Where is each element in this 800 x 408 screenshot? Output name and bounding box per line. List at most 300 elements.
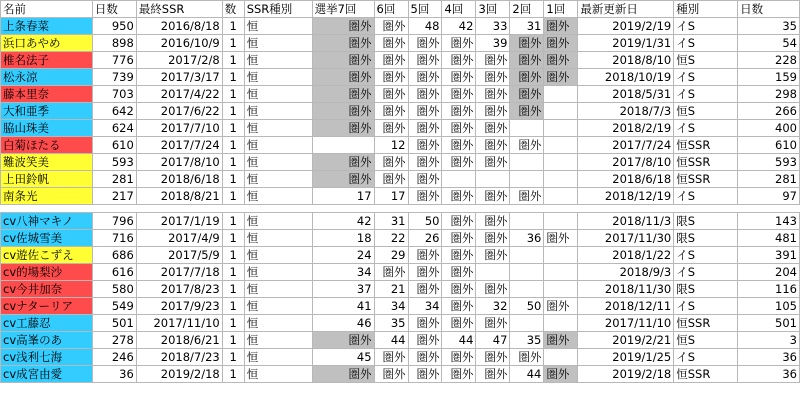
election2-cell[interactable]: 圏外 — [510, 35, 544, 52]
election1-cell[interactable]: 圏外 — [544, 366, 578, 383]
election7-cell[interactable]: 圏外 — [312, 52, 374, 69]
days2-cell[interactable]: 36 — [738, 366, 800, 383]
election2-cell[interactable]: 圏外 — [510, 52, 544, 69]
election7-cell[interactable]: 圏外 — [312, 86, 374, 103]
election6-cell[interactable]: 圏外 — [374, 86, 408, 103]
count-cell[interactable]: 1 — [222, 349, 244, 366]
election6-cell[interactable]: 21 — [374, 281, 408, 298]
days-cell[interactable]: 593 — [92, 154, 136, 171]
count-cell[interactable]: 1 — [222, 298, 244, 315]
election1-cell[interactable]: 圏外 — [544, 69, 578, 86]
days2-cell[interactable]: 54 — [738, 35, 800, 52]
election2-cell[interactable] — [510, 264, 544, 281]
election5-cell[interactable]: 圏外 — [408, 120, 442, 137]
latest-update-cell[interactable]: 2018/10/19 — [578, 69, 674, 86]
election7-cell[interactable]: 18 — [312, 230, 374, 247]
days-cell[interactable]: 36 — [92, 366, 136, 383]
election5-cell[interactable]: 圏外 — [408, 332, 442, 349]
election6-cell[interactable]: 圏外 — [374, 35, 408, 52]
last-ssr-cell[interactable]: 2017/6/22 — [136, 103, 222, 120]
election2-cell[interactable] — [510, 120, 544, 137]
election4-cell[interactable]: 圏外 — [442, 86, 476, 103]
election1-cell[interactable] — [544, 171, 578, 188]
election7-cell[interactable]: 42 — [312, 213, 374, 230]
count-cell[interactable]: 1 — [222, 120, 244, 137]
last-ssr-cell[interactable]: 2017/8/23 — [136, 281, 222, 298]
election3-cell[interactable] — [476, 171, 510, 188]
latest-update-cell[interactable]: 2017/11/10 — [578, 315, 674, 332]
election1-cell[interactable] — [544, 188, 578, 205]
count-cell[interactable]: 1 — [222, 247, 244, 264]
name-cell[interactable]: cv成宮由愛 — [1, 366, 93, 383]
name-cell[interactable]: 藤本里奈 — [1, 86, 93, 103]
kind-cell[interactable]: 限S — [674, 213, 738, 230]
election7-cell[interactable]: 24 — [312, 247, 374, 264]
election1-cell[interactable] — [544, 281, 578, 298]
election5-cell[interactable]: 圏外 — [408, 103, 442, 120]
ssr-type-cell[interactable]: 恒 — [244, 35, 312, 52]
count-cell[interactable]: 1 — [222, 69, 244, 86]
election1-cell[interactable] — [544, 103, 578, 120]
days2-cell[interactable]: 610 — [738, 137, 800, 154]
election4-cell[interactable]: 圏外 — [442, 154, 476, 171]
last-ssr-cell[interactable]: 2017/7/18 — [136, 264, 222, 281]
name-cell[interactable]: cv浅利七海 — [1, 349, 93, 366]
election5-cell[interactable]: 圏外 — [408, 69, 442, 86]
election1-cell[interactable]: 圏外 — [544, 230, 578, 247]
name-cell[interactable]: 松永涼 — [1, 69, 93, 86]
ssr-type-cell[interactable]: 恒 — [244, 281, 312, 298]
name-cell[interactable]: cv的場梨沙 — [1, 264, 93, 281]
count-cell[interactable]: 1 — [222, 171, 244, 188]
ssr-type-cell[interactable]: 恒 — [244, 332, 312, 349]
election2-cell[interactable] — [510, 154, 544, 171]
days-cell[interactable]: 580 — [92, 281, 136, 298]
election4-cell[interactable]: 圏外 — [442, 247, 476, 264]
election1-cell[interactable]: 圏外 — [544, 298, 578, 315]
election1-cell[interactable]: 圏外 — [544, 35, 578, 52]
name-cell[interactable]: 難波笑美 — [1, 154, 93, 171]
election1-cell[interactable]: 圏外 — [544, 18, 578, 35]
header-days[interactable]: 日数 — [92, 1, 136, 18]
last-ssr-cell[interactable]: 2017/4/9 — [136, 230, 222, 247]
days-cell[interactable]: 796 — [92, 213, 136, 230]
election3-cell[interactable]: 圏外 — [476, 188, 510, 205]
election3-cell[interactable]: 圏外 — [476, 69, 510, 86]
latest-update-cell[interactable]: 2019/1/31 — [578, 35, 674, 52]
election6-cell[interactable]: 35 — [374, 315, 408, 332]
election3-cell[interactable]: 圏外 — [476, 366, 510, 383]
election5-cell[interactable]: 圏外 — [408, 315, 442, 332]
latest-update-cell[interactable]: 2019/1/25 — [578, 349, 674, 366]
count-cell[interactable]: 1 — [222, 137, 244, 154]
election6-cell[interactable]: 29 — [374, 247, 408, 264]
election1-cell[interactable]: 圏外 — [544, 332, 578, 349]
election5-cell[interactable]: 圏外 — [408, 349, 442, 366]
election7-cell[interactable]: 圏外 — [312, 103, 374, 120]
kind-cell[interactable]: 恒SSR — [674, 366, 738, 383]
kind-cell[interactable]: 恒SSR — [674, 315, 738, 332]
days2-cell[interactable]: 36 — [738, 349, 800, 366]
election7-cell[interactable]: 圏外 — [312, 332, 374, 349]
election3-cell[interactable]: 圏外 — [476, 120, 510, 137]
election4-cell[interactable]: 圏外 — [442, 230, 476, 247]
election2-cell[interactable] — [510, 171, 544, 188]
election6-cell[interactable]: 圏外 — [374, 264, 408, 281]
header-days2[interactable]: 日数 — [738, 1, 800, 18]
election1-cell[interactable] — [544, 247, 578, 264]
count-cell[interactable]: 1 — [222, 281, 244, 298]
last-ssr-cell[interactable]: 2019/2/18 — [136, 366, 222, 383]
count-cell[interactable]: 1 — [222, 18, 244, 35]
ssr-type-cell[interactable]: 恒 — [244, 247, 312, 264]
election7-cell[interactable]: 46 — [312, 315, 374, 332]
days2-cell[interactable]: 501 — [738, 315, 800, 332]
count-cell[interactable]: 1 — [222, 188, 244, 205]
election5-cell[interactable]: 圏外 — [408, 171, 442, 188]
last-ssr-cell[interactable]: 2018/6/21 — [136, 332, 222, 349]
election3-cell[interactable]: 圏外 — [476, 315, 510, 332]
name-cell[interactable]: cv八神マキノ — [1, 213, 93, 230]
election6-cell[interactable]: 圏外 — [374, 69, 408, 86]
latest-update-cell[interactable]: 2018/7/3 — [578, 103, 674, 120]
count-cell[interactable]: 1 — [222, 103, 244, 120]
election6-cell[interactable]: 17 — [374, 188, 408, 205]
election5-cell[interactable]: 圏外 — [408, 247, 442, 264]
ssr-type-cell[interactable]: 恒 — [244, 298, 312, 315]
election4-cell[interactable]: 42 — [442, 18, 476, 35]
election4-cell[interactable]: 圏外 — [442, 281, 476, 298]
latest-update-cell[interactable]: 2017/7/24 — [578, 137, 674, 154]
name-cell[interactable]: 南条光 — [1, 188, 93, 205]
days-cell[interactable]: 950 — [92, 18, 136, 35]
header-latest-update[interactable]: 最新更新日 — [578, 1, 674, 18]
last-ssr-cell[interactable]: 2017/7/10 — [136, 120, 222, 137]
kind-cell[interactable]: イS — [674, 18, 738, 35]
election7-cell[interactable]: 圏外 — [312, 154, 374, 171]
election2-cell[interactable]: 44 — [510, 366, 544, 383]
name-cell[interactable]: 白菊ほたる — [1, 137, 93, 154]
latest-update-cell[interactable]: 2017/11/30 — [578, 230, 674, 247]
election4-cell[interactable]: 圏外 — [442, 103, 476, 120]
kind-cell[interactable]: 限S — [674, 230, 738, 247]
last-ssr-cell[interactable]: 2017/7/24 — [136, 137, 222, 154]
election3-cell[interactable]: 圏外 — [476, 137, 510, 154]
kind-cell[interactable]: イS — [674, 264, 738, 281]
last-ssr-cell[interactable]: 2018/8/21 — [136, 188, 222, 205]
election4-cell[interactable]: 圏外 — [442, 137, 476, 154]
last-ssr-cell[interactable]: 2016/8/18 — [136, 18, 222, 35]
kind-cell[interactable]: 恒SSR — [674, 171, 738, 188]
election7-cell[interactable]: 45 — [312, 349, 374, 366]
election2-cell[interactable]: 50 — [510, 298, 544, 315]
ssr-type-cell[interactable]: 恒 — [244, 188, 312, 205]
election6-cell[interactable]: 圏外 — [374, 52, 408, 69]
days2-cell[interactable]: 143 — [738, 213, 800, 230]
count-cell[interactable]: 1 — [222, 35, 244, 52]
latest-update-cell[interactable]: 2018/5/31 — [578, 86, 674, 103]
days-cell[interactable]: 501 — [92, 315, 136, 332]
election4-cell[interactable]: 圏外 — [442, 120, 476, 137]
election2-cell[interactable]: 35 — [510, 332, 544, 349]
election4-cell[interactable]: 44 — [442, 332, 476, 349]
election4-cell[interactable]: 圏外 — [442, 69, 476, 86]
election6-cell[interactable]: 22 — [374, 230, 408, 247]
days2-cell[interactable]: 593 — [738, 154, 800, 171]
election3-cell[interactable]: 圏外 — [476, 247, 510, 264]
election5-cell[interactable]: 圏外 — [408, 52, 442, 69]
days-cell[interactable]: 624 — [92, 120, 136, 137]
name-cell[interactable]: cv高峯のあ — [1, 332, 93, 349]
last-ssr-cell[interactable]: 2017/3/17 — [136, 69, 222, 86]
election3-cell[interactable]: 圏外 — [476, 349, 510, 366]
election1-cell[interactable] — [544, 86, 578, 103]
count-cell[interactable]: 1 — [222, 86, 244, 103]
election2-cell[interactable]: 圏外 — [510, 137, 544, 154]
days2-cell[interactable]: 35 — [738, 18, 800, 35]
election5-cell[interactable]: 圏外 — [408, 281, 442, 298]
name-cell[interactable]: 脇山珠美 — [1, 120, 93, 137]
kind-cell[interactable]: イS — [674, 247, 738, 264]
ssr-type-cell[interactable]: 恒 — [244, 366, 312, 383]
kind-cell[interactable]: 恒S — [674, 332, 738, 349]
election2-cell[interactable] — [510, 247, 544, 264]
ssr-type-cell[interactable]: 恒 — [244, 120, 312, 137]
header-ssr-type[interactable]: SSR種別 — [244, 1, 312, 18]
ssr-type-cell[interactable]: 恒 — [244, 137, 312, 154]
name-cell[interactable]: cvナターリア — [1, 298, 93, 315]
days2-cell[interactable]: 116 — [738, 281, 800, 298]
last-ssr-cell[interactable]: 2017/5/9 — [136, 247, 222, 264]
ssr-type-cell[interactable]: 恒 — [244, 18, 312, 35]
latest-update-cell[interactable]: 2018/8/10 — [578, 52, 674, 69]
election5-cell[interactable]: 圏外 — [408, 188, 442, 205]
count-cell[interactable]: 1 — [222, 332, 244, 349]
election3-cell[interactable]: 圏外 — [476, 103, 510, 120]
header-election2[interactable]: 2回 — [510, 1, 544, 18]
kind-cell[interactable]: イS — [674, 188, 738, 205]
election6-cell[interactable]: 圏外 — [374, 171, 408, 188]
election2-cell[interactable]: 36 — [510, 230, 544, 247]
count-cell[interactable]: 1 — [222, 230, 244, 247]
days-cell[interactable]: 642 — [92, 103, 136, 120]
election2-cell[interactable] — [510, 213, 544, 230]
count-cell[interactable]: 1 — [222, 366, 244, 383]
days2-cell[interactable]: 228 — [738, 52, 800, 69]
latest-update-cell[interactable]: 2019/2/21 — [578, 332, 674, 349]
days2-cell[interactable]: 97 — [738, 188, 800, 205]
election7-cell[interactable]: 37 — [312, 281, 374, 298]
election7-cell[interactable]: 圏外 — [312, 120, 374, 137]
days2-cell[interactable]: 159 — [738, 69, 800, 86]
latest-update-cell[interactable]: 2018/9/3 — [578, 264, 674, 281]
election5-cell[interactable]: 圏外 — [408, 154, 442, 171]
election6-cell[interactable]: 圏外 — [374, 349, 408, 366]
election6-cell[interactable]: 12 — [374, 137, 408, 154]
days2-cell[interactable]: 400 — [738, 120, 800, 137]
count-cell[interactable]: 1 — [222, 264, 244, 281]
election3-cell[interactable] — [476, 264, 510, 281]
election3-cell[interactable]: 圏外 — [476, 154, 510, 171]
election6-cell[interactable]: 44 — [374, 332, 408, 349]
election4-cell[interactable] — [442, 171, 476, 188]
election7-cell[interactable]: 34 — [312, 264, 374, 281]
election5-cell[interactable]: 圏外 — [408, 137, 442, 154]
election5-cell[interactable]: 圏外 — [408, 86, 442, 103]
ssr-type-cell[interactable]: 恒 — [244, 349, 312, 366]
election7-cell[interactable] — [312, 137, 374, 154]
header-count[interactable]: 数 — [222, 1, 244, 18]
election3-cell[interactable]: 圏外 — [476, 52, 510, 69]
latest-update-cell[interactable]: 2018/11/3 — [578, 213, 674, 230]
election5-cell[interactable]: 48 — [408, 18, 442, 35]
kind-cell[interactable]: 限S — [674, 281, 738, 298]
election3-cell[interactable]: 圏外 — [476, 213, 510, 230]
days-cell[interactable]: 776 — [92, 52, 136, 69]
latest-update-cell[interactable]: 2018/2/19 — [578, 120, 674, 137]
last-ssr-cell[interactable]: 2017/8/10 — [136, 154, 222, 171]
days-cell[interactable]: 549 — [92, 298, 136, 315]
election2-cell[interactable]: 圏外 — [510, 188, 544, 205]
election4-cell[interactable]: 圏外 — [442, 298, 476, 315]
election7-cell[interactable]: 41 — [312, 298, 374, 315]
kind-cell[interactable]: イS — [674, 69, 738, 86]
election6-cell[interactable]: 圏外 — [374, 103, 408, 120]
name-cell[interactable]: 上田鈴帆 — [1, 171, 93, 188]
election1-cell[interactable]: 圏外 — [544, 52, 578, 69]
ssr-type-cell[interactable]: 恒 — [244, 315, 312, 332]
kind-cell[interactable]: イS — [674, 35, 738, 52]
election3-cell[interactable]: 47 — [476, 332, 510, 349]
election4-cell[interactable]: 圏外 — [442, 349, 476, 366]
days2-cell[interactable]: 281 — [738, 171, 800, 188]
election3-cell[interactable]: 39 — [476, 35, 510, 52]
latest-update-cell[interactable]: 2018/6/18 — [578, 171, 674, 188]
ssr-type-cell[interactable]: 恒 — [244, 103, 312, 120]
ssr-type-cell[interactable]: 恒 — [244, 86, 312, 103]
election1-cell[interactable] — [544, 120, 578, 137]
header-election1[interactable]: 1回 — [544, 1, 578, 18]
last-ssr-cell[interactable]: 2018/6/18 — [136, 171, 222, 188]
election5-cell[interactable]: 34 — [408, 298, 442, 315]
election7-cell[interactable]: 17 — [312, 188, 374, 205]
name-cell[interactable]: cv佐城雪美 — [1, 230, 93, 247]
ssr-type-cell[interactable]: 恒 — [244, 171, 312, 188]
election7-cell[interactable]: 圏外 — [312, 18, 374, 35]
election7-cell[interactable]: 圏外 — [312, 171, 374, 188]
count-cell[interactable]: 1 — [222, 315, 244, 332]
election1-cell[interactable] — [544, 213, 578, 230]
kind-cell[interactable]: イS — [674, 86, 738, 103]
latest-update-cell[interactable]: 2017/8/10 — [578, 154, 674, 171]
name-cell[interactable]: 浜口あやめ — [1, 35, 93, 52]
election2-cell[interactable]: 31 — [510, 18, 544, 35]
election2-cell[interactable]: 圏外 — [510, 103, 544, 120]
election7-cell[interactable]: 圏外 — [312, 366, 374, 383]
days2-cell[interactable]: 204 — [738, 264, 800, 281]
ssr-type-cell[interactable]: 恒 — [244, 264, 312, 281]
kind-cell[interactable]: イS — [674, 298, 738, 315]
days2-cell[interactable]: 105 — [738, 298, 800, 315]
election2-cell[interactable]: 圏外 — [510, 349, 544, 366]
days-cell[interactable]: 616 — [92, 264, 136, 281]
latest-update-cell[interactable]: 2019/2/18 — [578, 366, 674, 383]
election5-cell[interactable]: 圏外 — [408, 366, 442, 383]
kind-cell[interactable]: 恒S — [674, 103, 738, 120]
election1-cell[interactable] — [544, 264, 578, 281]
election4-cell[interactable]: 圏外 — [442, 188, 476, 205]
header-election6[interactable]: 6回 — [374, 1, 408, 18]
election3-cell[interactable]: 圏外 — [476, 230, 510, 247]
days-cell[interactable]: 686 — [92, 247, 136, 264]
days-cell[interactable]: 246 — [92, 349, 136, 366]
election2-cell[interactable] — [510, 315, 544, 332]
ssr-type-cell[interactable]: 恒 — [244, 52, 312, 69]
election4-cell[interactable]: 圏外 — [442, 213, 476, 230]
header-election3[interactable]: 3回 — [476, 1, 510, 18]
election3-cell[interactable]: 圏外 — [476, 281, 510, 298]
days2-cell[interactable]: 3 — [738, 332, 800, 349]
days-cell[interactable]: 716 — [92, 230, 136, 247]
name-cell[interactable]: 大和亜季 — [1, 103, 93, 120]
election1-cell[interactable] — [544, 349, 578, 366]
election6-cell[interactable]: 圏外 — [374, 366, 408, 383]
kind-cell[interactable]: イS — [674, 120, 738, 137]
last-ssr-cell[interactable]: 2017/1/19 — [136, 213, 222, 230]
last-ssr-cell[interactable]: 2017/4/22 — [136, 86, 222, 103]
name-cell[interactable]: cv今井加奈 — [1, 281, 93, 298]
election1-cell[interactable] — [544, 315, 578, 332]
election3-cell[interactable]: 32 — [476, 298, 510, 315]
election6-cell[interactable]: 圏外 — [374, 18, 408, 35]
election4-cell[interactable]: 圏外 — [442, 315, 476, 332]
latest-update-cell[interactable]: 2018/12/19 — [578, 188, 674, 205]
header-election4[interactable]: 4回 — [442, 1, 476, 18]
days-cell[interactable]: 898 — [92, 35, 136, 52]
name-cell[interactable]: cv遊佐こずえ — [1, 247, 93, 264]
latest-update-cell[interactable]: 2018/12/11 — [578, 298, 674, 315]
election2-cell[interactable] — [510, 281, 544, 298]
election5-cell[interactable]: 圏外 — [408, 264, 442, 281]
count-cell[interactable]: 1 — [222, 52, 244, 69]
election7-cell[interactable]: 圏外 — [312, 35, 374, 52]
election2-cell[interactable]: 圏外 — [510, 69, 544, 86]
days-cell[interactable]: 703 — [92, 86, 136, 103]
name-cell[interactable]: 上条春菜 — [1, 18, 93, 35]
days2-cell[interactable]: 391 — [738, 247, 800, 264]
kind-cell[interactable]: 恒S — [674, 52, 738, 69]
days-cell[interactable]: 281 — [92, 171, 136, 188]
days-cell[interactable]: 278 — [92, 332, 136, 349]
election6-cell[interactable]: 圏外 — [374, 154, 408, 171]
last-ssr-cell[interactable]: 2017/11/10 — [136, 315, 222, 332]
name-cell[interactable]: cv工藤忍 — [1, 315, 93, 332]
election6-cell[interactable]: 34 — [374, 298, 408, 315]
election1-cell[interactable] — [544, 154, 578, 171]
election4-cell[interactable]: 圏外 — [442, 35, 476, 52]
days-cell[interactable]: 610 — [92, 137, 136, 154]
kind-cell[interactable]: 恒SSR — [674, 137, 738, 154]
election4-cell[interactable]: 圏外 — [442, 52, 476, 69]
last-ssr-cell[interactable]: 2018/7/23 — [136, 349, 222, 366]
kind-cell[interactable]: イS — [674, 349, 738, 366]
header-election5[interactable]: 5回 — [408, 1, 442, 18]
name-cell[interactable]: 椎名法子 — [1, 52, 93, 69]
election4-cell[interactable]: 圏外 — [442, 264, 476, 281]
header-name[interactable]: 名前 — [1, 1, 93, 18]
header-election7[interactable]: 選挙7回 — [312, 1, 374, 18]
days2-cell[interactable]: 481 — [738, 230, 800, 247]
